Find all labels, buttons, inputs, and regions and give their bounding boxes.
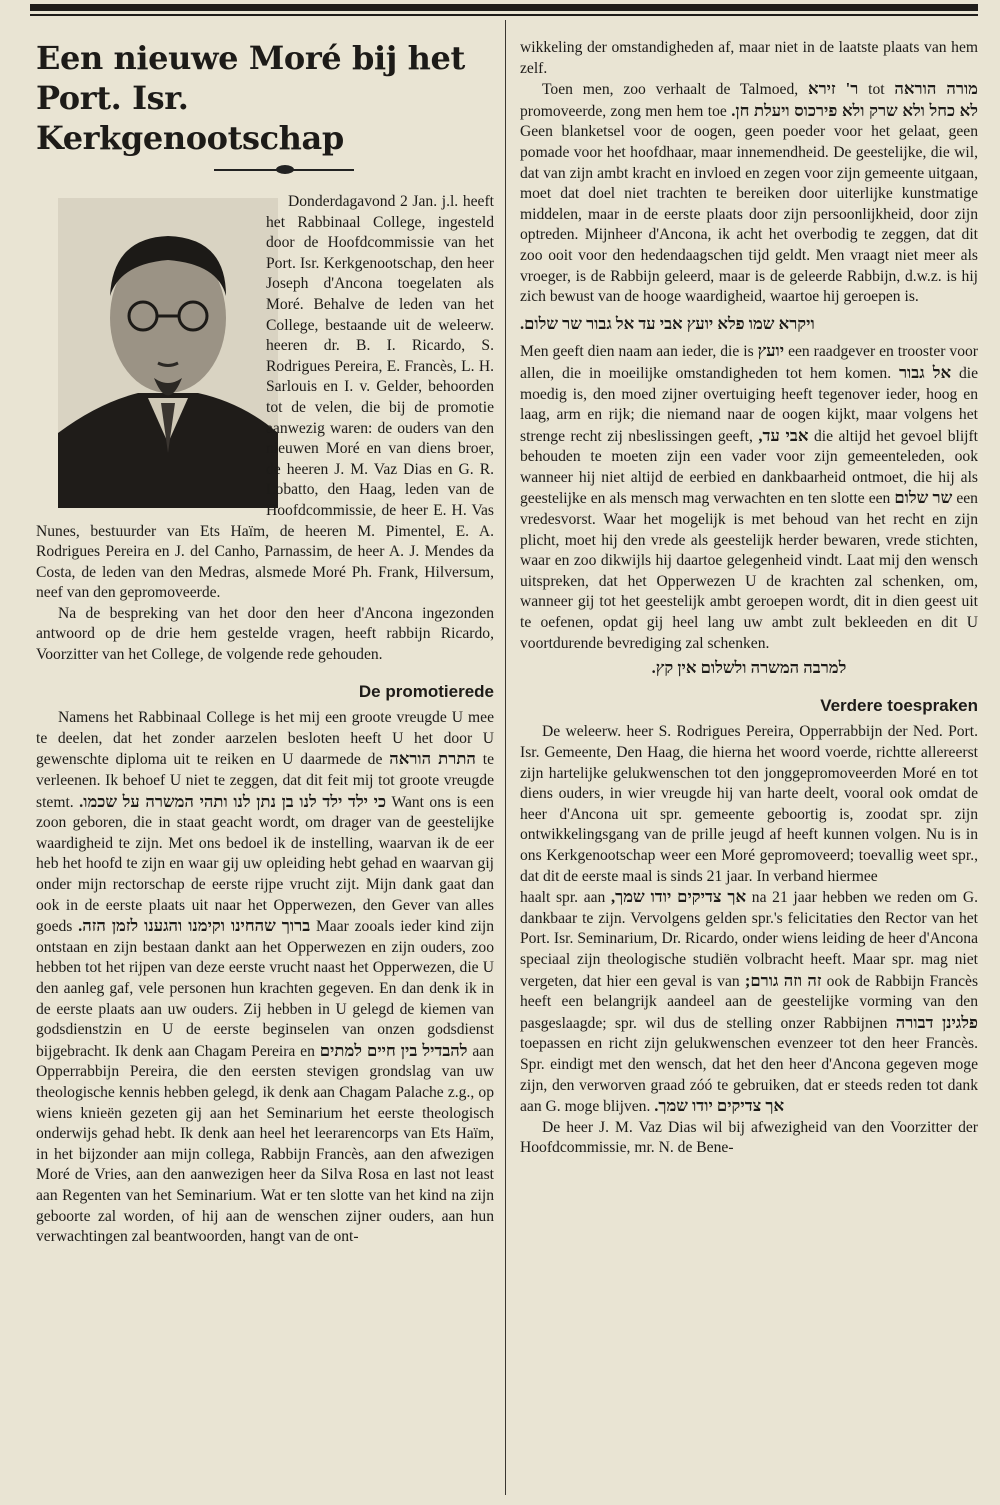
right-p7 xyxy=(520,1118,978,1159)
hebrew-shehecheyanu: ברוך שהחינו וקימנו והגענו לזמן הזה. xyxy=(78,916,311,936)
r1-text: wikkeling der omstandigheden af, maar niet in de laatste plaats van hem zelf. xyxy=(520,39,978,77)
left-column xyxy=(36,34,494,1248)
intro-paragraph-2 xyxy=(36,604,494,666)
hebrew-rabbi-zeira: ר' זירא xyxy=(807,79,859,99)
r6b-text: na 21 jaar hebben we reden om G. dankbaar te zijn. Vervolgens gelden spr.'s felicitaties den Rector van het Port. Isr. Seminarium, Dr. Ricardo, onder wiens leiding de heer d'Ancona speciaal zijn theologische studiën volbracht heeft. Maar spr. mag niet vergeten, dat hier een geval is van xyxy=(520,889,978,990)
r2d-text: Geen blanketsel voor de oogen, geen poeder voor het gelaat, geen pomade voor het hoofdhaar, maar innemendheid. De geestelijke, die wil, dat van zijn ambt kracht en invloed en zegen voor zijn gemeente uitgaan, moet dat doel niet trachten te bereiken door uiterlijke kunstmatige middelen, maar in de eerste plaats door zijn persoonlijkheid, door zijn optreden. Mijnheer d'Ancona, ik acht het overbodig te zeggen, dat dit zoo ooit voor den hedendaagschen tijd geldt. Men vraagt niet meer als vroeger, is de Rabbijn geleerd, maar is de geleerde Rabbijn, d.w.z. is hij zich bewust van de hooge waardigheid, waartoe hij geroepen is. xyxy=(520,123,978,306)
top-rule-thin xyxy=(30,14,978,16)
right-hebrew-line xyxy=(520,314,978,336)
r2b-text: tot xyxy=(868,81,885,99)
right-hebrew-closing xyxy=(520,658,978,680)
hebrew-el-gibor: אל גבור xyxy=(898,362,952,382)
p1a-text: Namens het Rabbinaal College is het mij een groote vreugde U mee te deelen, dat het zonder aarzelen besloten heeft U het door U gewenschte diploma uit te reiken en U daarmede de xyxy=(36,709,494,769)
r3e-text: een vredesvorst. Waar het mogelijk is met behoud van het recht en zijn plicht, moet hij den vrede als geestelijk herder bewaren, vrede stichten, waar en zoo dikwijls hij daartoe gelegenheid vindt. Laat mij den wensch uitspreken, dat het Opperwezen U de krachten zal schenken, om, wanneer gij tot het geestelijk ambt geroepen wordt, dit in dien geest uit te oefenen, opdat gij heel lang uw ambt zult bekleeden en dit U voortdurende bevrediging zal schenken. xyxy=(520,490,978,652)
intro2-text: Na de bespreking van het door den heer d'Ancona ingezonden antwoord op de drie hem gestelde vragen, heeft rabbijn Ricardo, Voorzitter van het College, de volgende rede gehouden. xyxy=(36,604,494,664)
right-p6 xyxy=(520,887,978,1118)
hebrew-lehavdil: להבדיל בין חיים למתים xyxy=(319,1040,468,1060)
hebrew-ach-tzadikim-2: אך צדיקים יודו שמך. xyxy=(654,1096,785,1116)
ornament-dot xyxy=(276,165,294,174)
r3b-text: een raadgever en trooster voor allen, die in moeilijke omstandigheden tot hem komen. xyxy=(520,343,978,382)
r3a-text: Men geeft dien naam aan ieder, die is xyxy=(520,343,754,361)
p1d-text: Maar zooals ieder kind zijn ontstaan en zijn bestaan dankt aan het Opperwezen en zijn ouders, zoo hebben tot het rijpen van deze eerste vrucht naast het Opperwezen, die U den aanleg gaf, vele personen hun krachten gegeven. En dan denk ik in de eerste plaats aan uw ouders. Zij hebben in U gelegd de kiemen van godsdienstzin en U de eerste beginselen van onzen godsdienst bijgebracht. Ik denk aan Chagam Pereira en xyxy=(36,918,494,1060)
r6a-text: haalt spr. aan xyxy=(520,889,606,907)
top-rule-thick xyxy=(30,4,978,11)
r6d-text: toepassen en richt zijn gelukwenschen evenzeer tot den heer Francès. Spr. eindigt met den wensch, dat het den heer d'Ancona gegeven moge zijn, den verworven graad zóó te gebruiken, dat er steeds reden tot dank aan G. moge blijven. xyxy=(520,1035,978,1116)
hebrew-yoetz: יועץ xyxy=(757,341,785,361)
r5-text: De weleerw. heer S. Rodrigues Pereira, Opperrabbijn der Ned. Port. Isr. Gemeente, Den Haag, die hierna het woord voerde, richtte allereerst zijn hartelijke gelukwenschen tot den jonggepromoveerden Moré en tot diens ouders, in wier vreugde hij van harte deelt, vooral ook omdat de heer d'Ancona uit spr. gemeente geboortig is, zoodat spr. zijn ontwikkelingsgang van de prille jeugd af heeft kunnen volgen. Nu is in ons Kerkgenootschap weer een Moré gepromoveerd; toevallig weet spr., dat dit de eerste maal is sinds 21 jaar. In verband hiermee xyxy=(520,723,978,885)
right-p2 xyxy=(520,79,978,308)
hebrew-palginan: פלגינן דבורה xyxy=(895,1012,978,1032)
r3c-text: die moedig is, den moed zijner overtuiging heeft tegenover ieder, hoog en laag, arm en rijk; die niemand naar de oogen kijkt, maar volgens het strenge recht zij nbeslissingen geeft, xyxy=(520,364,978,445)
column-divider xyxy=(505,20,506,1495)
intro-text: Donderdagavond 2 Jan. j.l. heeft het Rabbinaal College, ingesteld door de Hoofdcommissie van het Port. Isr. Kerkgenootschap, den heer Joseph d'Ancona toegelaten als Moré. Behalve de leden van het College, bestaande uit de weleerw. heeren dr. B. I. Ricardo, S. Rodrigues Pereira, E. Francès, L. H. Sarlouis en I. v. Gelder, behoorden tot de velen, die bij de promotie aanwezig waren: de ouders van den nieuwen Moré en van diens broer, de heeren J. M. Vaz Dias en G. R. Lobatto, den Haag, leden van de Hoofdcommissie, de heer E. H. Vas Nunes, bestuurder van Ets Haïm, de heeren M. Pimentel, E. A. Rodrigues Pereira en J. del Canho, Parnassim, de heer A. J. Mendes da Costa, de leden van den Medras, alsmede Moré Ph. Frank, Hilversum, neef van den gepromoveerde. xyxy=(36,193,494,602)
p1b-text: te verleenen. Ik behoef U niet te zeggen, dat dit feit mij tot groote vreugde stemt. xyxy=(36,751,495,811)
subhead-promotierede: De promotierede xyxy=(358,681,494,701)
right-p1 xyxy=(520,38,978,79)
hebrew-ze-veze: זה וזה גורם; xyxy=(744,970,822,990)
r3d-text: die altijd het gevoel blijft behouden te moeten zijn een vader voor zijn gemeenteleden, ook wanneer hij niet altijd de eerbied en dankbaarheid ontmoet, die hij als geestelijke en als mensch mag verwachten en ten slotte een xyxy=(520,427,979,508)
hebrew-ach-tzadikim: אך צדיקים יודו שמך, xyxy=(611,887,747,907)
subhead-verdere-toespraken: Verdere toespraken xyxy=(820,695,978,715)
ornament-divider xyxy=(36,162,494,178)
portrait-icon xyxy=(58,198,278,508)
r2c-text: promoveerde, zong men hem toe xyxy=(520,102,727,120)
intro-paragraph xyxy=(36,192,494,604)
right-p3 xyxy=(520,341,978,654)
hebrew-ki-yeled: כי ילד ילד לנו בן נתן לנו ותהי המשרה על שכמו. xyxy=(79,791,387,811)
headline: Een nieuwe Moré bij het Port. Isr. Kerkgenootschap xyxy=(36,39,465,157)
right-column xyxy=(520,38,978,1159)
promotierede-paragraph xyxy=(36,708,494,1247)
hebrew-more-horaa: מורה הוראה xyxy=(894,79,978,99)
portrait-photo xyxy=(36,198,256,508)
hebrew-hatarat-horaa: התרת הוראה xyxy=(389,749,476,769)
hebrew-vayikra-shemo: ויקרא שמו פלא יועץ אבי עד אל גבור שר שלום. xyxy=(520,313,815,333)
p1c-text: Want ons is een zoon geboren, die in staat geacht wordt, om drager van de geestelijke waardigheid te zijn. Met ons bedoel ik de instelling, waarvan ik de eer heb het hoofd te zijn en waar gij uw opleiding hebt gehad en waarvan gij onder mijn rectorschap de eerste rijpe vrucht zijt. Mijn dank gaat dan ook in de eerste plaats uit naar het Opperwezen, den Gever van alles goeds xyxy=(36,793,494,936)
hebrew-avi-ad: אבי עד, xyxy=(758,425,809,445)
r2a-text: Toen men, zoo verhaalt de Talmoed, xyxy=(542,81,799,99)
r7-text: De heer J. M. Vaz Dias wil bij afwezigheid van den Voorzitter der Hoofdcommissie, mr. N. de Bene- xyxy=(520,1118,978,1157)
hebrew-lemarbe: למרבה המשרה ולשלום אין קץ. xyxy=(651,658,847,678)
hebrew-sar-shalom: שר שלום xyxy=(894,488,953,508)
p1e-text: aan Opperrabbijn Pereira, die den eersten stevigen grondslag van uw theologische kennis hebben gelegd, ik denk aan Chagam Palache z.g., op wiens knieën gezeten gij aan het Seminarium het eerste theologisch onderwijs gehad hebt. Ik denk aan heel het leerarencorps van Ets Haïm, in het bijzonder aan mijn collega, Rabbijn Francès, aan den afwezigen Moré de Vries, aan den aanwezigen heer da Silva Rosa en last not least aan Regenten van het Seminarium. Wat er ten slotte van het kind na zijn geboorte zal worden, of hij aan de wenschen zijner ouders, aan hun verwachtingen zal beantwoorden, hangt van de ont- xyxy=(36,1042,495,1246)
hebrew-lo-kechal: לא כחל ולא שרק ולא פירכוס ויעלת חן. xyxy=(731,100,978,120)
r6c-text: ook de Rabbijn Francès heeft een belangrijk aandeel aan de geestelijke vorming van den pasgeslaagde; spr. wil dus de stelling onzer Rabbijnen xyxy=(520,972,979,1032)
right-p5 xyxy=(520,722,978,887)
